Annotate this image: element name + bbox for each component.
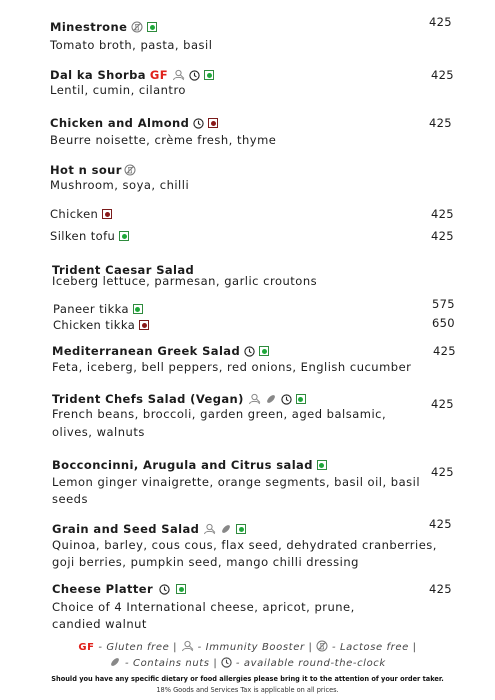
clock-icon [244,346,255,357]
legend-gf-text: - Gluten free | [94,642,178,653]
item-description-line1: French beans, broccoli, garden green, aged balsamic, [52,407,387,421]
item-description: Lentil, cumin, cilantro [50,83,186,97]
veg-icon [204,70,214,80]
lactose-free-icon [124,164,136,176]
item-title: Hot n sour [50,163,122,177]
item-description: Feta, iceberg, bell peppers, red onions, English cucumber [52,360,412,374]
legend-immunity-text: - Immunity Booster | [193,642,313,653]
lactose-free-icon [316,642,328,653]
nuts-icon [109,658,121,669]
item-title: Dal ka Shorba [50,68,146,82]
option-price: 650 [432,316,455,330]
option-label: Chicken tikka [53,318,136,332]
veg-icon [236,524,246,534]
item-price: 425 [431,397,454,411]
lactose-free-icon [131,21,143,33]
item-price: 425 [431,465,454,479]
item-description-line1: Choice of 4 International cheese, apricot, prune, [52,600,355,614]
veg-icon [133,304,143,314]
option-price: 425 [431,207,454,221]
veg-icon [147,22,157,32]
veg-icon [317,460,327,470]
non-veg-icon [208,118,218,128]
immunity-booster-icon [181,642,194,653]
clock-icon [159,584,170,595]
veg-icon [119,231,129,241]
option-label: Chicken [50,207,99,221]
item-description-line1: Quinoa, barley, cous cous, flax seed, dehydrated cranberries, [52,538,437,552]
nuts-icon [220,523,232,535]
item-price: 425 [429,116,452,130]
item-price: 425 [429,15,452,29]
clock-icon [281,394,292,405]
item-title: Grain and Seed Salad [52,522,200,536]
item-description-line2: seeds [52,492,88,506]
item-title: Mediterranean Greek Salad [52,344,241,358]
legend-line-2 [0,656,495,669]
legend-line-1 [0,640,495,653]
item-title: Trident Caesar Salad [52,263,195,277]
immunity-booster-icon [248,393,261,405]
option-label: Silken tofu [50,229,116,243]
nuts-icon [265,393,277,405]
option-label: Paneer tikka [53,302,129,316]
item-price: 425 [429,517,452,531]
non-veg-icon [102,209,112,219]
item-description-line1: Lemon ginger vinaigrette, orange segments, basil oil, basil [52,475,421,489]
immunity-booster-icon [203,523,216,535]
item-description: Iceberg lettuce, parmesan, garlic croutons [52,274,318,288]
item-price: 425 [429,582,452,596]
item-title: Chicken and Almond [50,116,190,130]
veg-icon [296,394,306,404]
item-description-line2: goji berries, pumpkin seed, mango chilli dressing [52,555,359,569]
item-description: Mushroom, soya, chilli [50,178,190,192]
item-title: Cheese Platter [52,582,154,596]
item-price: 425 [431,68,454,82]
tax-notice: 18% Goods and Services Tax is applicable on all prices. [156,686,339,694]
item-title: Minestrone [50,20,128,34]
legend-clock-text: - available round-the-clock [232,658,386,669]
immunity-booster-icon [172,69,185,81]
item-title: Trident Chefs Salad (Vegan) [52,392,244,406]
veg-icon [176,584,186,594]
option-price: 575 [432,297,455,311]
item-description-line2: candied walnut [52,617,147,631]
gluten-free-badge: GF [149,68,169,82]
item-title: Bocconcinni, Arugula and Citrus salad [52,458,313,472]
legend-lactose-text: - Lactose free | [328,642,417,653]
non-veg-icon [139,320,149,330]
legend-nuts-text: - Contains nuts | [121,658,218,669]
option-price: 425 [431,229,454,243]
item-description: Beurre noisette, crème fresh, thyme [50,133,277,147]
veg-icon [259,346,269,356]
legend-gf-label: GF [78,642,95,653]
item-description-line2: olives, walnuts [52,425,145,439]
clock-icon [189,70,200,81]
clock-icon [193,118,204,129]
allergy-notice: Should you have any specific dietary or food allergies please bring it to the attention of your order taker. [51,675,444,683]
item-description: Tomato broth, pasta, basil [50,38,213,52]
clock-icon [221,658,232,669]
item-price: 425 [433,344,456,358]
